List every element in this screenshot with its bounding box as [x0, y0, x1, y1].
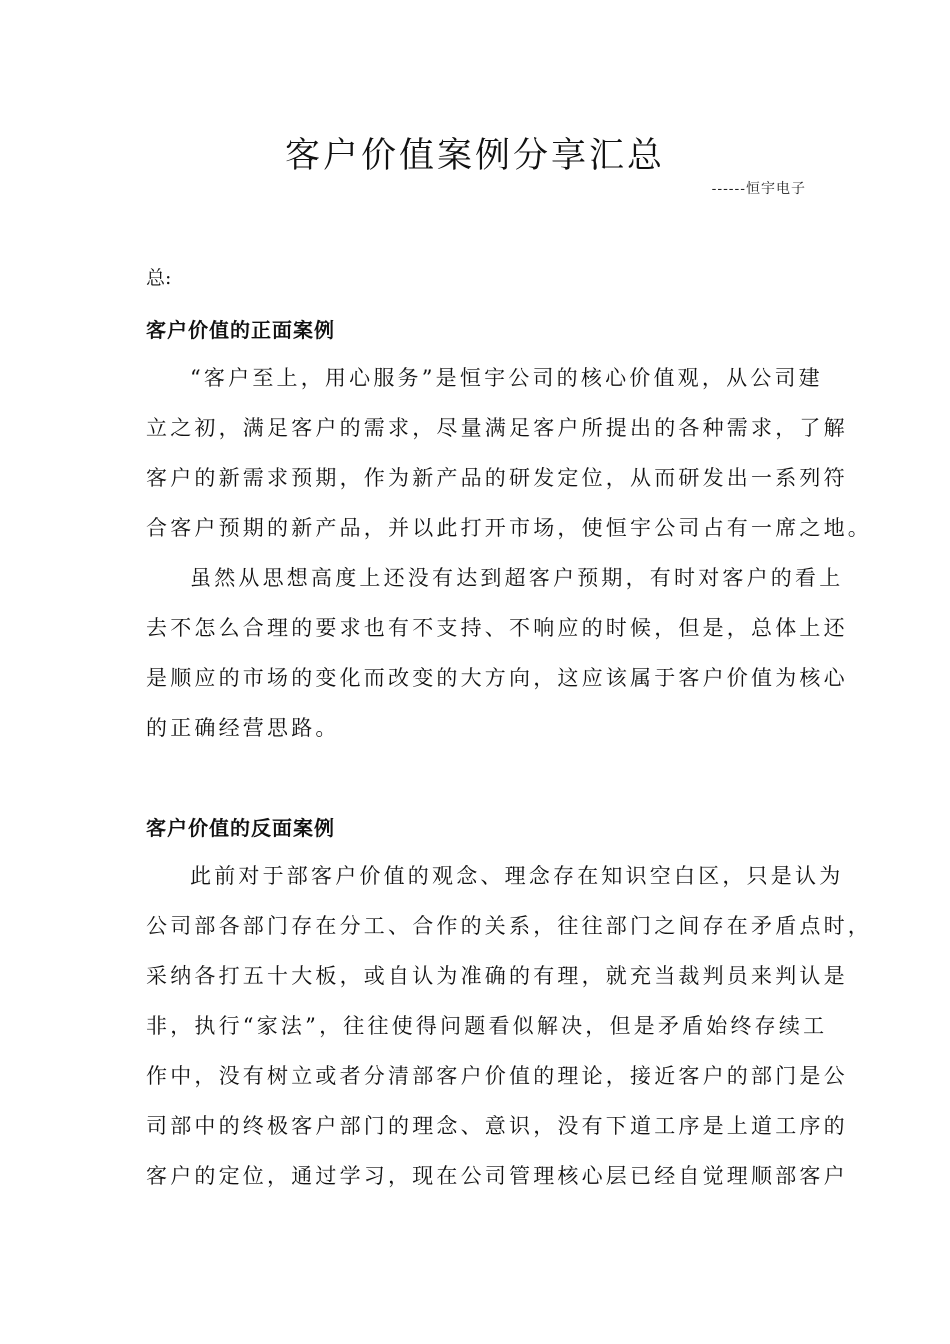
paragraph-line: 去不怎么合理的要求也有不支持、不响应的时候，但是，总体上还 — [146, 616, 848, 640]
paragraph-line: 客户的定位，通过学习，现在公司管理核心层已经自觉理顺部客户 — [146, 1164, 848, 1188]
paragraph-line: 客户的新需求预期，作为新产品的研发定位，从而研发出一系列符 — [146, 466, 848, 490]
paragraph-line: 合客户预期的新产品，并以此打开市场，使恒宇公司占有一席之地。 — [146, 516, 872, 540]
paragraph-line: 的正确经营思路。 — [146, 716, 340, 740]
document-title: 客户价值案例分享汇总 — [284, 136, 665, 176]
paragraph-line: 此前对于部客户价值的观念、理念存在知识空白区，只是认为 — [190, 864, 844, 888]
paragraph-line: 立之初，满足客户的需求，尽量满足客户所提出的各种需求，了解 — [146, 416, 848, 440]
paragraph-line: 作中，没有树立或者分清部客户价值的理论，接近客户的部门是公 — [146, 1064, 848, 1088]
paragraph-line: 司部中的终极客户部门的理念、意识，没有下道工序是上道工序的 — [146, 1114, 848, 1138]
document-byline: ------恒宇电子 — [711, 181, 806, 197]
paragraph-line: 非，执行“家法”，往往使得问题看似解决，但是矛盾始终存续工 — [146, 1014, 828, 1038]
section-heading-negative: 客户价值的反面案例 — [146, 816, 335, 840]
paragraph-line: 采纳各打五十大板，或自认为准确的有理，就充当裁判员来判认是 — [146, 964, 848, 988]
paragraph-line: 公司部各部门存在分工、合作的关系，往往部门之间存在矛盾点时， — [146, 914, 872, 938]
summary-label: 总: — [146, 267, 172, 289]
paragraph-line: 是顺应的市场的变化而改变的大方向，这应该属于客户价值为核心 — [146, 666, 848, 690]
paragraph-line: “客户至上，用心服务”是恒宇公司的核心价值观，从公司建 — [190, 366, 823, 390]
section-heading-positive: 客户价值的正面案例 — [146, 318, 335, 342]
paragraph-line: 虽然从思想高度上还没有达到超客户预期，有时对客户的看上 — [190, 566, 844, 590]
